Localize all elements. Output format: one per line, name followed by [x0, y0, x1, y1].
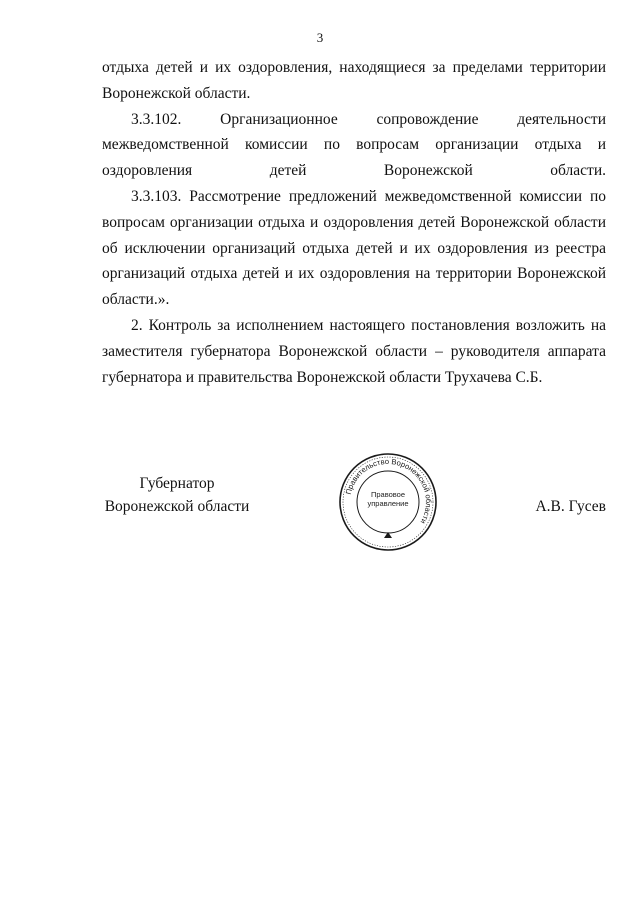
paragraph-3-3-102: 3.3.102. Организационное сопровождение деятельности межведомственной комиссии по вопросам организации отдыха и оздоровления детей Воронежской области. [102, 110, 606, 180]
seal-center-line1: Правовое [370, 490, 406, 499]
signatory-title-line2: Воронежской области [104, 498, 250, 515]
signatory-title [102, 472, 252, 518]
paragraph-continuation: отдыха детей и их оздоровления, находящиеся за пределами территории Воронежской области. [102, 59, 606, 102]
official-seal-stamp [338, 452, 438, 552]
seal-center-text [363, 490, 413, 508]
signatory-name: А.В. Гусев [535, 498, 606, 515]
paragraph-2-control: 2. Контроль за исполнением настоящего постановления возложить на заместителя губернатора Воронежской области – руководителя аппарата губернатора и правительства Воронежской области Трухачева С.Б. [102, 316, 606, 386]
paragraph-3-3-103: 3.3.103. Рассмотрение предложений межведомственной комиссии по вопросам организации отдыха и оздоровления детей Воронежской области об исключении организаций отдыха детей и их оздоровления из реестра организаций отдыха детей и их оздоровления на территории Воронежской области.». [102, 187, 606, 309]
page-number: 3 [316, 30, 324, 45]
document-body [102, 55, 606, 390]
seal-ring-text-path: Правительство Воронежской области [343, 456, 434, 526]
seal-center-line2: управление [367, 499, 409, 508]
signatory-title-line1: Губернатор [139, 475, 215, 492]
